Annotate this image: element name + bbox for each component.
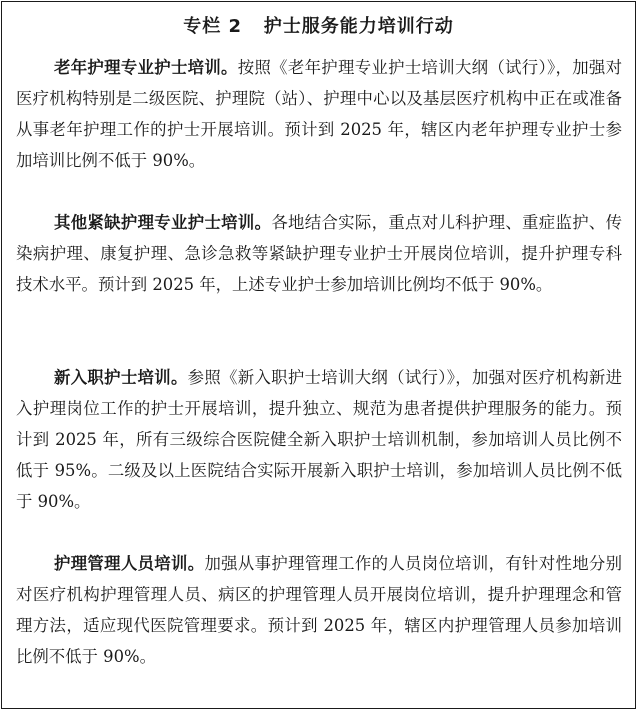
column-box — [1, 1, 636, 709]
column-title: 专栏 2 护士服务能力培训行动 — [183, 16, 454, 37]
section-shortage-specialty-training — [16, 207, 622, 300]
section-heading: 老年护理专业护士培训。 — [54, 58, 238, 77]
section-body: 各地结合实际，重点对儿科护理、重症监护、传染病护理、康复护理、急诊急救等紧缺护理专业护士开展岗位培训，提升护理专科技术水平。预计到 2025 年，上述专业护士参加培训比例均不低于 90%。 — [16, 213, 623, 294]
section-nursing-management-training — [16, 548, 622, 672]
section-body: 按照《老年护理专业护士培训大纲（试行）》，加强对医疗机构特别是二级医院、护理院（站）、护理中心以及基层医疗机构中正在或准备从事老年护理工作的护士开展培训。预计到 2025 年，辖区内老年护理专业护士参加培训比例不低于 90%。 — [16, 58, 622, 170]
section-body: 加强从事护理管理工作的人员岗位培训，有针对性地分别对医疗机构护理管理人员、病区的护理管理人员开展岗位培训，提升护理理念和管理方法，适应现代医院管理要求。预计到 2025 年，辖区内护理管理人员参加培训比例不低于 90%。 — [16, 554, 623, 666]
section-body: 参照《新入职护士培训大纲（试行）》，加强对医疗机构新进入护理岗位工作的护士开展培训，提升独立、规范为患者提供护理服务的能力。预计到 2025 年，所有三级综合医院健全新入职护士培训机制，参加培训人员比例不低于 95%。二级及以上医院结合实际开展新入职护士培训，参加培训人员比例不低于 90%。 — [16, 368, 622, 511]
section-heading: 其他紧缺护理专业护士培训。 — [54, 213, 272, 232]
section-heading: 新入职护士培训。 — [54, 368, 188, 387]
section-new-nurse-training — [16, 362, 622, 517]
section-elderly-care-training — [16, 52, 622, 176]
section-heading: 护理管理人员培训。 — [54, 554, 205, 573]
